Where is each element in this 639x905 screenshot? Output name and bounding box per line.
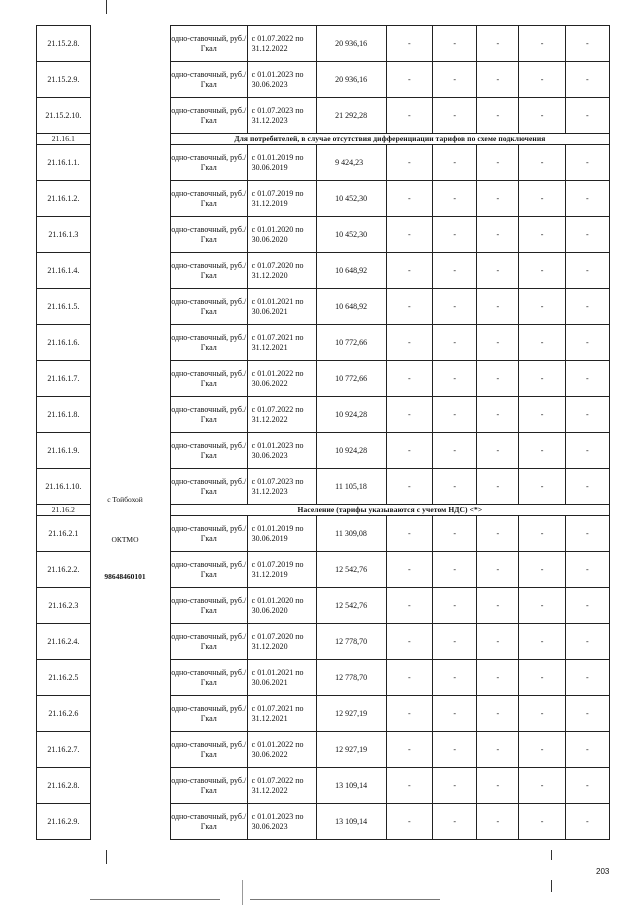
empty-value-cell: - [433,397,477,433]
table-row [37,145,610,181]
table-row [37,804,610,840]
period-cell: с 01.07.2020 по 31.12.2020 [247,624,317,660]
table-row [37,624,610,660]
empty-value-cell: - [519,361,565,397]
empty-value-cell: - [386,516,432,552]
table-row [37,217,610,253]
empty-value-cell: - [565,588,609,624]
section-number-cell: 21.16.1 [37,134,91,145]
period-cell: с 01.07.2023 по 31.12.2023 [247,469,317,505]
period-cell: с 01.01.2022 по 30.06.2022 [247,361,317,397]
tariff-value-cell: 13 109,14 [317,768,387,804]
empty-value-cell: - [433,552,477,588]
empty-value-cell: - [519,696,565,732]
empty-value-cell: - [386,325,432,361]
tariff-value-cell: 12 927,19 [317,696,387,732]
row-number-cell: 21.15.2.9. [37,62,91,98]
period-cell: с 01.07.2023 по 31.12.2023 [247,98,317,134]
scan-artifact-line [90,899,220,900]
period-cell: с 01.01.2023 по 30.06.2023 [247,433,317,469]
table-row [37,433,610,469]
tariff-value-cell: 10 648,92 [317,253,387,289]
row-number-cell: 21.16.1.5. [37,289,91,325]
empty-value-cell: - [565,433,609,469]
period-cell: с 01.01.2021 по 30.06.2021 [247,289,317,325]
empty-value-cell: - [477,62,519,98]
tariff-value-cell: 20 936,16 [317,26,387,62]
row-number-cell: 21.16.2.5 [37,660,91,696]
empty-value-cell: - [477,624,519,660]
empty-value-cell: - [386,768,432,804]
empty-value-cell: - [519,26,565,62]
period-cell: с 01.07.2020 по 31.12.2020 [247,253,317,289]
empty-value-cell: - [386,624,432,660]
table-row [37,325,610,361]
tariff-value-cell: 10 772,66 [317,325,387,361]
empty-value-cell: - [386,361,432,397]
page-number: 203 [596,867,610,876]
empty-value-cell: - [519,552,565,588]
location-cell [90,325,170,361]
empty-value-cell: - [386,804,432,840]
row-number-cell: 21.16.2.2. [37,552,91,588]
tariff-value-cell: 10 924,28 [317,433,387,469]
empty-value-cell: - [433,732,477,768]
period-cell: с 01.07.2019 по 31.12.2019 [247,552,317,588]
tariff-value-cell: 21 292,28 [317,98,387,134]
tariff-value-cell: 12 542,76 [317,552,387,588]
table-row [37,768,610,804]
location-cell [90,217,170,253]
period-cell: с 01.01.2020 по 30.06.2020 [247,588,317,624]
period-cell: с 01.07.2021 по 31.12.2021 [247,325,317,361]
location-cell [90,433,170,469]
row-number-cell: 21.16.1.3 [37,217,91,253]
table-row [37,98,610,134]
empty-value-cell: - [433,804,477,840]
location-cell [90,397,170,433]
period-cell: с 01.07.2022 по 31.12.2022 [247,26,317,62]
location-cell [90,505,170,516]
scan-artifact-line [106,850,107,864]
empty-value-cell: - [565,145,609,181]
scan-artifact-line [242,880,243,905]
empty-value-cell: - [565,660,609,696]
period-cell: с 01.01.2020 по 30.06.2020 [247,217,317,253]
empty-value-cell: - [433,768,477,804]
empty-value-cell: - [433,62,477,98]
empty-value-cell: - [565,217,609,253]
tariff-unit-cell: одно-ставочный, руб./Гкал [170,660,247,696]
period-cell: с 01.01.2022 по 30.06.2022 [247,732,317,768]
empty-value-cell: - [433,98,477,134]
empty-value-cell: - [477,26,519,62]
period-cell: с 01.07.2021 по 31.12.2021 [247,696,317,732]
empty-value-cell: - [386,181,432,217]
tariff-unit-cell: одно-ставочный, руб./Гкал [170,62,247,98]
row-number-cell: 21.16.2.9. [37,804,91,840]
tariff-value-cell: 10 452,30 [317,181,387,217]
tariff-value-cell: 12 927,19 [317,732,387,768]
table-row [37,181,610,217]
empty-value-cell: - [519,516,565,552]
empty-value-cell: - [519,624,565,660]
location-cell [90,552,170,588]
empty-value-cell: - [565,289,609,325]
empty-value-cell: - [386,588,432,624]
empty-value-cell: - [519,768,565,804]
empty-value-cell: - [386,732,432,768]
empty-value-cell: - [477,696,519,732]
empty-value-cell: - [565,361,609,397]
tariff-unit-cell: одно-ставочный, руб./Гкал [170,289,247,325]
empty-value-cell: - [386,469,432,505]
tariff-unit-cell: одно-ставочный, руб./Гкал [170,469,247,505]
empty-value-cell: - [477,768,519,804]
empty-value-cell: - [519,588,565,624]
row-number-cell: 21.16.1.4. [37,253,91,289]
empty-value-cell: - [386,433,432,469]
tariff-unit-cell: одно-ставочный, руб./Гкал [170,804,247,840]
period-cell: с 01.01.2019 по 30.06.2019 [247,145,317,181]
tariff-unit-cell: одно-ставочный, руб./Гкал [170,516,247,552]
empty-value-cell: - [433,253,477,289]
empty-value-cell: - [565,469,609,505]
period-cell: с 01.01.2019 по 30.06.2019 [247,516,317,552]
tariff-value-cell: 10 452,30 [317,217,387,253]
row-number-cell: 21.16.1.2. [37,181,91,217]
settlement-name: с Тойбохой [107,495,143,504]
table-row [37,289,610,325]
empty-value-cell: - [519,181,565,217]
empty-value-cell: - [433,469,477,505]
scan-artifact-line [250,899,440,900]
empty-value-cell: - [565,696,609,732]
row-number-cell: 21.16.1.8. [37,397,91,433]
empty-value-cell: - [565,98,609,134]
period-cell: с 01.01.2021 по 30.06.2021 [247,660,317,696]
empty-value-cell: - [386,26,432,62]
tariff-unit-cell: одно-ставочный, руб./Гкал [170,361,247,397]
empty-value-cell: - [477,325,519,361]
empty-value-cell: - [519,145,565,181]
section-title-cell: Население (тарифы указываются с учетом НДС) <*> [170,505,609,516]
tariff-unit-cell: одно-ставочный, руб./Гкал [170,732,247,768]
empty-value-cell: - [433,145,477,181]
empty-value-cell: - [433,361,477,397]
row-number-cell: 21.16.1.10. [37,469,91,505]
table-row [37,397,610,433]
empty-value-cell: - [565,732,609,768]
section-header-row [37,134,610,145]
empty-value-cell: - [519,217,565,253]
empty-value-cell: - [433,588,477,624]
tariff-unit-cell: одно-ставочный, руб./Гкал [170,696,247,732]
location-cell [90,134,170,145]
table-row [37,253,610,289]
empty-value-cell: - [386,696,432,732]
tariff-unit-cell: одно-ставочный, руб./Гкал [170,768,247,804]
tariff-value-cell: 12 542,76 [317,588,387,624]
empty-value-cell: - [519,397,565,433]
tariff-value-cell: 12 778,70 [317,660,387,696]
empty-value-cell: - [519,98,565,134]
tariff-unit-cell: одно-ставочный, руб./Гкал [170,145,247,181]
period-cell: с 01.07.2022 по 31.12.2022 [247,397,317,433]
empty-value-cell: - [565,181,609,217]
table-row [37,26,610,62]
scan-artifact-line [106,0,107,14]
empty-value-cell: - [477,433,519,469]
period-cell: с 01.01.2023 по 30.06.2023 [247,804,317,840]
table-row [37,62,610,98]
empty-value-cell: - [386,552,432,588]
empty-value-cell: - [477,588,519,624]
row-number-cell: 21.16.2.4. [37,624,91,660]
tariff-value-cell: 10 772,66 [317,361,387,397]
row-number-cell: 21.15.2.10. [37,98,91,134]
oktmo-code: 98648460101 [104,572,146,581]
empty-value-cell: - [433,624,477,660]
scan-artifact-line [551,880,552,892]
empty-value-cell: - [386,397,432,433]
empty-value-cell: - [477,516,519,552]
location-cell [90,289,170,325]
period-cell: с 01.01.2023 по 30.06.2023 [247,62,317,98]
location-cell [90,696,170,732]
table-row [37,660,610,696]
oktmo-label: ОКТМО [111,535,139,544]
empty-value-cell: - [565,253,609,289]
row-number-cell: 21.16.2.8. [37,768,91,804]
table-row [37,516,610,552]
empty-value-cell: - [565,768,609,804]
empty-value-cell: - [433,26,477,62]
empty-value-cell: - [477,397,519,433]
tariff-unit-cell: одно-ставочный, руб./Гкал [170,588,247,624]
row-number-cell: 21.16.1.1. [37,145,91,181]
empty-value-cell: - [565,516,609,552]
empty-value-cell: - [565,552,609,588]
empty-value-cell: - [477,361,519,397]
empty-value-cell: - [565,26,609,62]
empty-value-cell: - [386,660,432,696]
table-row [37,588,610,624]
period-cell: с 01.07.2022 по 31.12.2022 [247,768,317,804]
tariff-unit-cell: одно-ставочный, руб./Гкал [170,433,247,469]
empty-value-cell: - [386,145,432,181]
empty-value-cell: - [386,217,432,253]
tariff-unit-cell: одно-ставочный, руб./Гкал [170,26,247,62]
tariff-value-cell: 10 648,92 [317,289,387,325]
empty-value-cell: - [477,552,519,588]
section-title-cell: Для потребителей, в случае отсутствия дифференциации тарифов по схеме подключения [170,134,609,145]
row-number-cell: 21.16.1.6. [37,325,91,361]
empty-value-cell: - [433,696,477,732]
tariff-unit-cell: одно-ставочный, руб./Гкал [170,624,247,660]
tariff-value-cell: 13 109,14 [317,804,387,840]
location-cell [90,660,170,696]
empty-value-cell: - [519,660,565,696]
location-cell [90,516,170,552]
tariff-value-cell: 10 924,28 [317,397,387,433]
location-cell [90,804,170,840]
location-cell [90,624,170,660]
table-row [37,732,610,768]
table-row [37,552,610,588]
tariff-table [36,25,610,840]
tariff-unit-cell: одно-ставочный, руб./Гкал [170,253,247,289]
empty-value-cell: - [477,804,519,840]
location-cell [90,588,170,624]
empty-value-cell: - [477,289,519,325]
row-number-cell: 21.16.1.7. [37,361,91,397]
empty-value-cell: - [386,98,432,134]
tariff-unit-cell: одно-ставочный, руб./Гкал [170,98,247,134]
table-row [37,361,610,397]
tariff-unit-cell: одно-ставочный, руб./Гкал [170,181,247,217]
section-number-cell: 21.16.2 [37,505,91,516]
period-cell: с 01.07.2019 по 31.12.2019 [247,181,317,217]
tariff-unit-cell: одно-ставочный, руб./Гкал [170,397,247,433]
empty-value-cell: - [433,325,477,361]
row-number-cell: 21.16.2.7. [37,732,91,768]
tariff-value-cell: 11 105,18 [317,469,387,505]
tariff-unit-cell: одно-ставочный, руб./Гкал [170,552,247,588]
empty-value-cell: - [519,253,565,289]
empty-value-cell: - [477,469,519,505]
empty-value-cell: - [519,289,565,325]
row-number-cell: 21.16.2.3 [37,588,91,624]
tariff-unit-cell: одно-ставочный, руб./Гкал [170,217,247,253]
location-cell [90,361,170,397]
location-cell [90,181,170,217]
empty-value-cell: - [519,62,565,98]
location-cell [90,62,170,98]
empty-value-cell: - [565,804,609,840]
location-cell [90,732,170,768]
tariff-value-cell: 11 309,08 [317,516,387,552]
row-number-cell: 21.16.1.9. [37,433,91,469]
empty-value-cell: - [433,289,477,325]
row-number-cell: 21.16.2.1 [37,516,91,552]
empty-value-cell: - [565,397,609,433]
empty-value-cell: - [477,181,519,217]
tariff-value-cell: 9 424,23 [317,145,387,181]
empty-value-cell: - [519,804,565,840]
scan-artifact-line [551,850,552,860]
empty-value-cell: - [386,253,432,289]
location-cell [90,26,170,62]
tariff-value-cell: 20 936,16 [317,62,387,98]
empty-value-cell: - [386,289,432,325]
empty-value-cell: - [386,62,432,98]
empty-value-cell: - [477,660,519,696]
empty-value-cell: - [433,217,477,253]
empty-value-cell: - [477,732,519,768]
empty-value-cell: - [433,433,477,469]
tariff-value-cell: 12 778,70 [317,624,387,660]
location-cell [90,98,170,134]
tariff-unit-cell: одно-ставочный, руб./Гкал [170,325,247,361]
empty-value-cell: - [477,98,519,134]
location-cell [90,768,170,804]
empty-value-cell: - [565,62,609,98]
empty-value-cell: - [565,624,609,660]
row-number-cell: 21.16.2.6 [37,696,91,732]
empty-value-cell: - [477,217,519,253]
empty-value-cell: - [477,253,519,289]
location-cell [90,145,170,181]
empty-value-cell: - [565,325,609,361]
empty-value-cell: - [477,145,519,181]
table-row [37,696,610,732]
empty-value-cell: - [433,181,477,217]
location-cell [90,253,170,289]
empty-value-cell: - [433,660,477,696]
empty-value-cell: - [519,732,565,768]
section-header-row [37,505,610,516]
row-number-cell: 21.15.2.8. [37,26,91,62]
empty-value-cell: - [519,325,565,361]
empty-value-cell: - [519,433,565,469]
empty-value-cell: - [433,516,477,552]
empty-value-cell: - [519,469,565,505]
